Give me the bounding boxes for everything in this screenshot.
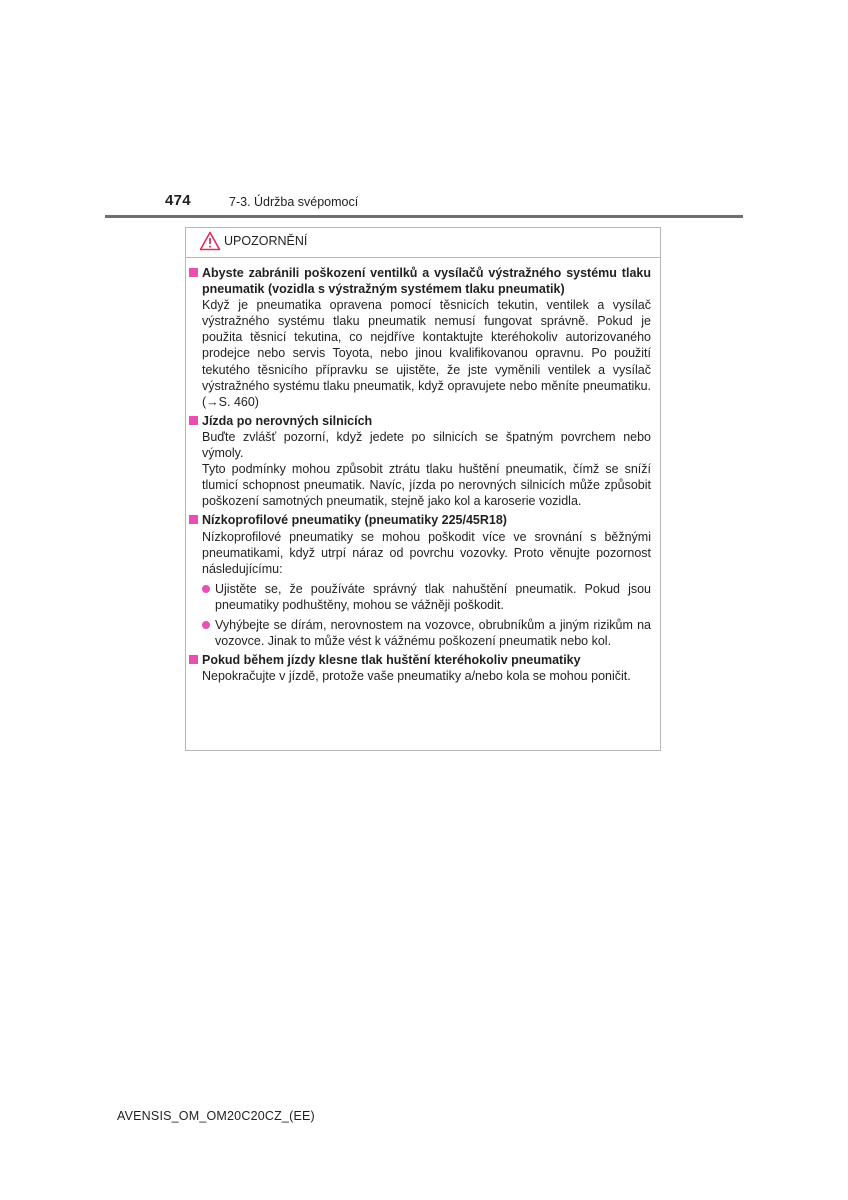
round-bullet-icon (202, 621, 210, 629)
warning-item-rough-roads (189, 413, 651, 510)
item-heading: Nízkoprofilové pneumatiky (pneumatiky 225/45R18) (189, 512, 651, 528)
warning-title: UPOZORNĚNÍ (224, 234, 308, 248)
document-code: AVENSIS_OM_OM20C20CZ_(EE) (117, 1109, 315, 1123)
square-bullet-icon (189, 416, 198, 425)
page-number: 474 (165, 192, 191, 209)
item-body: Nízkoprofilové pneumatiky se mohou poškodit více ve srovnání s běžnými pneumatikami, když utrpí náraz od povrchu vozovky. Proto věnujte pozornost následujícímu: (202, 529, 651, 576)
warning-item-pressure-drop (189, 652, 651, 684)
warning-item-valves (189, 265, 651, 410)
item-body: Nepokračujte v jízdě, protože vaše pneumatiky a/nebo kola se mohou poničit. (202, 669, 631, 684)
item-heading: Jízda po nerovných silnicích (189, 413, 651, 429)
item-body: Když je pneumatika opravena pomocí těsnicích tekutin, ventilek a vysílač výstražného systému tlaku pneumatik nemusí fungovat správně. Pokud je použita těsnicí tekutina, co nejdříve kontaktujte kteréhokoliv autorizovaného prodejce nebo servis Toyota, nebo jinou kvalifikovanou opravnu. Po použití tekutého těsnicího přípravku se ujistěte, že jste vyměnili ventilek a vysílač výstražného systému tlaku pneumatik, když opravujete nebo měníte pneumatiku. (→S. 460) (202, 298, 651, 409)
square-bullet-icon (189, 655, 198, 664)
warning-header (186, 228, 660, 258)
warning-body (186, 258, 660, 684)
page-header (0, 190, 848, 222)
square-bullet-icon (189, 268, 198, 277)
warning-box (185, 227, 661, 751)
item-heading: Abyste zabránili poškození ventilků a vysílačů výstražného systému tlaku pneumatik (vozidla s výstražným systémem tlaku pneumatik) (189, 265, 651, 297)
square-bullet-icon (189, 515, 198, 524)
section-title: 7-3. Údržba svépomocí (229, 195, 359, 209)
item-heading: Pokud během jízdy klesne tlak huštění kteréhokoliv pneumatiky (189, 652, 651, 668)
header-divider (105, 215, 743, 218)
item-body: Buďte zvlášť pozorní, když jedete po silnicích se špatným povrchem nebo výmoly. (202, 429, 651, 461)
warning-item-low-profile-tires (189, 512, 651, 649)
warning-triangle-icon (199, 231, 221, 251)
round-bullet-icon (202, 585, 210, 593)
bullet-item: Vyhýbejte se dírám, nerovnostem na vozovce, obrubníkům a jiným rizikům na vozovce. Jinak to může vést k vážnému poškození pneumatik nebo kol. (189, 617, 651, 649)
item-body-continued: Tyto podmínky mohou způsobit ztrátu tlaku huštění pneumatik, čímž se sníží tlumicí schopnost pneumatik. Navíc, jízda po nerovných silnicích může způsobit poškození samotných pneumatik, stejně jako kol a karoserie vozidla. (202, 462, 651, 509)
bullet-item: Ujistěte se, že používáte správný tlak nahuštění pneumatik. Pokud jsou pneumatiky podhuštěny, mohou se vážněji poškodit. (189, 581, 651, 613)
